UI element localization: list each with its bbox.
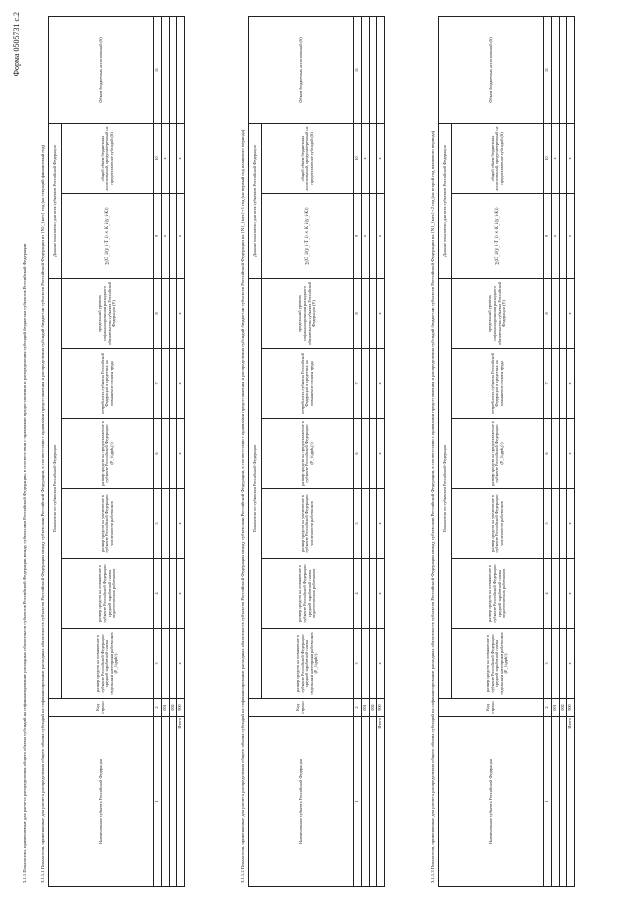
col-7: потребность субъекта Российской Федерации в средствах на повышение оплаты труда bbox=[262, 349, 354, 419]
x-cell: x bbox=[567, 278, 575, 348]
col-code: Код строки bbox=[249, 699, 354, 717]
value-cell[interactable] bbox=[552, 419, 560, 489]
col-4: размер средств на повышение в субъекте Российской Федерации средней заработной платы педагогических работников bbox=[262, 559, 354, 629]
value-cell[interactable] bbox=[162, 419, 170, 489]
col-9: ∑(C_i/(y_i·T_i) × K_i(y_i·K)) bbox=[62, 193, 154, 278]
x-cell: x bbox=[162, 193, 170, 278]
subject-cell[interactable] bbox=[169, 717, 177, 887]
col-5: размер средств на увеличение в субъекте Российской Федерации численности работников bbox=[62, 489, 154, 559]
idx-cell: 8 bbox=[354, 278, 362, 348]
idx-cell: 3 bbox=[154, 629, 162, 699]
x-cell: x bbox=[177, 559, 185, 629]
value-cell[interactable] bbox=[369, 489, 377, 559]
col-9: ∑(C_i/(y_i·T_i) × K_i(y_i·K)) bbox=[262, 193, 354, 278]
value-cell[interactable] bbox=[559, 629, 567, 699]
value-cell[interactable] bbox=[362, 419, 370, 489]
idx-cell: 5 bbox=[544, 489, 552, 559]
value-cell[interactable] bbox=[559, 278, 567, 348]
col-11: Объем бюджетных ассигнований (S) bbox=[439, 16, 544, 123]
value-cell[interactable] bbox=[552, 349, 560, 419]
col-8: предельный уровень софинансирования расходного обязательства субъекта Российской Федерации (Y) bbox=[262, 278, 354, 348]
x-cell: x bbox=[567, 629, 575, 699]
value-cell[interactable] bbox=[559, 419, 567, 489]
subject-cell[interactable] bbox=[162, 717, 170, 887]
col-4: размер средств на повышение в субъекте Российской Федерации средней заработной платы педагогических работников bbox=[452, 559, 544, 629]
col-3: размер средств на повышение в субъекте Российской Федерации средней заработной платы отдельным категориям работников (P_{i,ppb}) bbox=[62, 629, 154, 699]
idx-cell: 5 bbox=[354, 489, 362, 559]
idx-cell: 9 bbox=[544, 193, 552, 278]
value-cell[interactable] bbox=[552, 629, 560, 699]
value-cell[interactable] bbox=[162, 278, 170, 348]
idx-cell: 8 bbox=[154, 278, 162, 348]
col-6: размер средств на предоставление в субъекте Российской Федерации (P_{i,ppb,j}) bbox=[262, 419, 354, 489]
group2-header: Данные показатели для всех субъектов Российской Федерации bbox=[49, 123, 62, 278]
value-cell[interactable] bbox=[362, 349, 370, 419]
x-cell: x bbox=[177, 193, 185, 278]
main-caption: 3.1.1 Показатели, применяемые для расчета распределения общего объема субсидий на софинансирование расходных обязательств субъектов Российской Федерации между субъектами Российской Федерации, в соответствии с правилами предоставления и распределения субсидий бюджетам субъектов Российской Федерации bbox=[22, 243, 27, 883]
code-cell: 001 bbox=[552, 699, 560, 717]
idx-cell: 7 bbox=[544, 349, 552, 419]
x-cell: x bbox=[377, 419, 385, 489]
col-3: размер средств на повышение в субъекте Российской Федерации средней заработной платы отдельным категориям работников (P_{i,ppb}) bbox=[452, 629, 544, 699]
section-1 bbox=[40, 17, 185, 887]
x-cell: x bbox=[552, 193, 560, 278]
value-cell[interactable] bbox=[162, 349, 170, 419]
col-9: ∑(C_i/(y_i·T_i) × K_i(y_i·K)) bbox=[452, 193, 544, 278]
total-code: 900 bbox=[377, 699, 385, 717]
col-7: потребность субъекта Российской Федерации в средствах на повышение оплаты труда bbox=[452, 349, 544, 419]
idx-cell: 4 bbox=[354, 559, 362, 629]
x-cell: x bbox=[377, 123, 385, 193]
idx-cell: 4 bbox=[544, 559, 552, 629]
value-cell[interactable] bbox=[169, 629, 177, 699]
col-6: размер средств на предоставление в субъекте Российской Федерации (P_{i,ppb,j}) bbox=[62, 419, 154, 489]
value-cell[interactable] bbox=[567, 16, 575, 123]
code-cell: 002 bbox=[369, 699, 377, 717]
idx-cell: 10 bbox=[544, 123, 552, 193]
section-2 bbox=[240, 17, 385, 887]
col-7: потребность субъекта Российской Федерации в средствах на повышение оплаты труда bbox=[62, 349, 154, 419]
idx-cell: 11 bbox=[154, 16, 162, 123]
col-6: размер средств на предоставление в субъекте Российской Федерации (P_{i,ppb,j}) bbox=[452, 419, 544, 489]
col-11: Объем бюджетных ассигнований (S) bbox=[249, 16, 354, 123]
x-cell: x bbox=[567, 193, 575, 278]
subject-cell[interactable] bbox=[559, 717, 567, 887]
total-code: 900 bbox=[177, 699, 185, 717]
idx-cell: 1 bbox=[154, 717, 162, 887]
col-code: Код строки bbox=[439, 699, 544, 717]
idx-cell: 6 bbox=[354, 419, 362, 489]
idx-cell: 3 bbox=[544, 629, 552, 699]
subject-cell[interactable] bbox=[362, 717, 370, 887]
table-row bbox=[162, 16, 170, 886]
idx-cell: 11 bbox=[544, 16, 552, 123]
x-cell: x bbox=[177, 123, 185, 193]
x-cell: x bbox=[377, 278, 385, 348]
code-cell: 001 bbox=[162, 699, 170, 717]
x-cell: x bbox=[567, 349, 575, 419]
table-row bbox=[369, 16, 377, 886]
code-cell: 002 bbox=[169, 699, 177, 717]
x-cell: x bbox=[567, 559, 575, 629]
value-cell[interactable] bbox=[169, 419, 177, 489]
col-subject: Наименование субъекта Российской Федерации bbox=[49, 717, 154, 887]
x-cell: x bbox=[177, 278, 185, 348]
value-cell[interactable] bbox=[377, 16, 385, 123]
value-cell[interactable] bbox=[169, 349, 177, 419]
x-cell: x bbox=[377, 193, 385, 278]
col-3: размер средств на повышение в субъекте Российской Федерации средней заработной платы отдельным категориям работников (P_{i,ppb}) bbox=[262, 629, 354, 699]
value-cell[interactable] bbox=[369, 193, 377, 278]
table-row bbox=[552, 16, 560, 886]
x-cell: x bbox=[567, 123, 575, 193]
idx-cell: 1 bbox=[354, 717, 362, 887]
code-cell: 001 bbox=[362, 699, 370, 717]
x-cell: x bbox=[567, 419, 575, 489]
idx-cell: 10 bbox=[354, 123, 362, 193]
value-cell[interactable] bbox=[552, 16, 560, 123]
total-label: Итого bbox=[377, 717, 385, 887]
x-cell: x bbox=[362, 123, 370, 193]
x-cell: x bbox=[567, 489, 575, 559]
value-cell[interactable] bbox=[369, 349, 377, 419]
value-cell[interactable] bbox=[362, 16, 370, 123]
idx-cell: 10 bbox=[154, 123, 162, 193]
x-cell: x bbox=[177, 349, 185, 419]
col-10: общий объем бюджетных ассигнований, предусмотренный на предоставление субсидий (S) bbox=[452, 123, 544, 193]
group-header: Показатели по субъектам Российской Федерации bbox=[249, 278, 262, 698]
idx-cell: 11 bbox=[354, 16, 362, 123]
idx-cell: 7 bbox=[354, 349, 362, 419]
value-cell[interactable] bbox=[362, 489, 370, 559]
x-cell: x bbox=[377, 559, 385, 629]
value-cell[interactable] bbox=[362, 629, 370, 699]
total-row bbox=[377, 16, 385, 886]
col-4: размер средств на повышение в субъекте Российской Федерации средней заработной платы педагогических работников bbox=[62, 559, 154, 629]
value-cell[interactable] bbox=[362, 559, 370, 629]
value-cell[interactable] bbox=[552, 489, 560, 559]
value-cell[interactable] bbox=[362, 278, 370, 348]
indicator-table bbox=[438, 16, 575, 887]
group-header: Показатели по субъектам Российской Федерации bbox=[49, 278, 62, 698]
x-cell: x bbox=[377, 629, 385, 699]
value-cell[interactable] bbox=[162, 16, 170, 123]
idx-cell: 2 bbox=[354, 699, 362, 717]
indicator-table bbox=[48, 16, 185, 887]
form-label: Форма 0505731 с.2 bbox=[12, 12, 21, 77]
idx-cell: 3 bbox=[354, 629, 362, 699]
col-code: Код строки bbox=[49, 699, 154, 717]
col-10: общий объем бюджетных ассигнований, предусмотренный на предоставление субсидий (S) bbox=[62, 123, 154, 193]
value-cell[interactable] bbox=[559, 16, 567, 123]
idx-cell: 9 bbox=[354, 193, 362, 278]
x-cell: x bbox=[177, 629, 185, 699]
value-cell[interactable] bbox=[559, 349, 567, 419]
idx-cell: 8 bbox=[544, 278, 552, 348]
x-cell: x bbox=[162, 123, 170, 193]
table-row bbox=[169, 16, 177, 886]
section-3 bbox=[430, 17, 575, 887]
total-label: Итого bbox=[177, 717, 185, 887]
value-cell[interactable] bbox=[162, 629, 170, 699]
value-cell[interactable] bbox=[369, 629, 377, 699]
subject-cell[interactable] bbox=[552, 717, 560, 887]
value-cell[interactable] bbox=[169, 559, 177, 629]
value-cell[interactable] bbox=[169, 489, 177, 559]
col-subject: Наименование субъекта Российской Федерации bbox=[439, 717, 544, 887]
x-cell: x bbox=[177, 489, 185, 559]
idx-cell: 6 bbox=[544, 419, 552, 489]
value-cell[interactable] bbox=[559, 489, 567, 559]
x-cell: x bbox=[377, 489, 385, 559]
value-cell[interactable] bbox=[369, 419, 377, 489]
value-cell[interactable] bbox=[169, 278, 177, 348]
idx-cell: 7 bbox=[154, 349, 162, 419]
col-11: Объем бюджетных ассигнований (S) bbox=[49, 16, 154, 123]
col-8: предельный уровень софинансирования расходного обязательства субъекта Российской Федерации (Y) bbox=[62, 278, 154, 348]
value-cell[interactable] bbox=[369, 16, 377, 123]
group2-header: Данные показатели для всех субъектов Российской Федерации bbox=[439, 123, 452, 278]
idx-cell: 2 bbox=[154, 699, 162, 717]
value-cell[interactable] bbox=[369, 278, 377, 348]
table-row bbox=[362, 16, 370, 886]
value-cell[interactable] bbox=[169, 123, 177, 193]
value-cell[interactable] bbox=[552, 559, 560, 629]
value-cell[interactable] bbox=[559, 559, 567, 629]
idx-cell: 4 bbox=[154, 559, 162, 629]
x-cell: x bbox=[552, 123, 560, 193]
value-cell[interactable] bbox=[169, 16, 177, 123]
total-label: Итого bbox=[567, 717, 575, 887]
group2-header: Данные показатели для всех субъектов Российской Федерации bbox=[249, 123, 262, 278]
idx-cell: 1 bbox=[544, 717, 552, 887]
col-8: предельный уровень софинансирования расходного обязательства субъекта Российской Федерации (Y) bbox=[452, 278, 544, 348]
x-cell: x bbox=[177, 419, 185, 489]
total-row bbox=[177, 16, 185, 886]
indicator-table bbox=[248, 16, 385, 887]
col-5: размер средств на увеличение в субъекте Российской Федерации численности работников bbox=[262, 489, 354, 559]
x-cell: x bbox=[362, 193, 370, 278]
idx-cell: 6 bbox=[154, 419, 162, 489]
value-cell[interactable] bbox=[162, 559, 170, 629]
subject-cell[interactable] bbox=[369, 717, 377, 887]
value-cell[interactable] bbox=[162, 489, 170, 559]
col-subject: Наименование субъекта Российской Федерации bbox=[249, 717, 354, 887]
idx-cell: 9 bbox=[154, 193, 162, 278]
code-cell: 002 bbox=[559, 699, 567, 717]
col-5: размер средств на увеличение в субъекте Российской Федерации численности работников bbox=[452, 489, 544, 559]
idx-cell: 2 bbox=[544, 699, 552, 717]
group-header: Показатели по субъектам Российской Федерации bbox=[439, 278, 452, 698]
value-cell[interactable] bbox=[559, 193, 567, 278]
value-cell[interactable] bbox=[559, 123, 567, 193]
total-code: 900 bbox=[567, 699, 575, 717]
section-caption: 3.1.1.2 Показатели, применяемые для расчета распределения общего объема субсидий на софинансирование расходных обязательств субъектов Российской Федерации между субъектами Российской Федерации, в соответствии с правилами предоставления и распределения субсидий бюджетам субъектов Российской Федерации на {N}_{мес}+1 год (на первый год планового периода) bbox=[240, 129, 245, 883]
section-caption: 3.1.1.3 Показатели, применяемые для расчета распределения общего объема субсидий на софинансирование расходных обязательств субъектов Российской Федерации между субъектами Российской Федерации, в соответствии с правилами предоставления и распределения субсидий бюджетам субъектов Российской Федерации на {N}_{мес}+2 год (на второй год планового периода) bbox=[430, 130, 435, 883]
x-cell: x bbox=[377, 349, 385, 419]
section-caption: 3.1.1.1 Показатели, применяемые для расчета распределения общего объема субсидий на софинансирование расходных обязательств субъектов Российской Федерации между субъектами Российской Федерации, в соответствии с правилами предоставления и распределения субсидий бюджетам субъектов Российской Федерации из {N}_{мес} год (на текущий финансовый год) bbox=[40, 144, 45, 883]
col-10: общий объем бюджетных ассигнований, предусмотренный на предоставление субсидий (S) bbox=[262, 123, 354, 193]
table-row bbox=[559, 16, 567, 886]
value-cell[interactable] bbox=[552, 278, 560, 348]
value-cell[interactable] bbox=[177, 16, 185, 123]
idx-cell: 5 bbox=[154, 489, 162, 559]
total-row bbox=[567, 16, 575, 886]
value-cell[interactable] bbox=[369, 559, 377, 629]
value-cell[interactable] bbox=[169, 193, 177, 278]
value-cell[interactable] bbox=[369, 123, 377, 193]
